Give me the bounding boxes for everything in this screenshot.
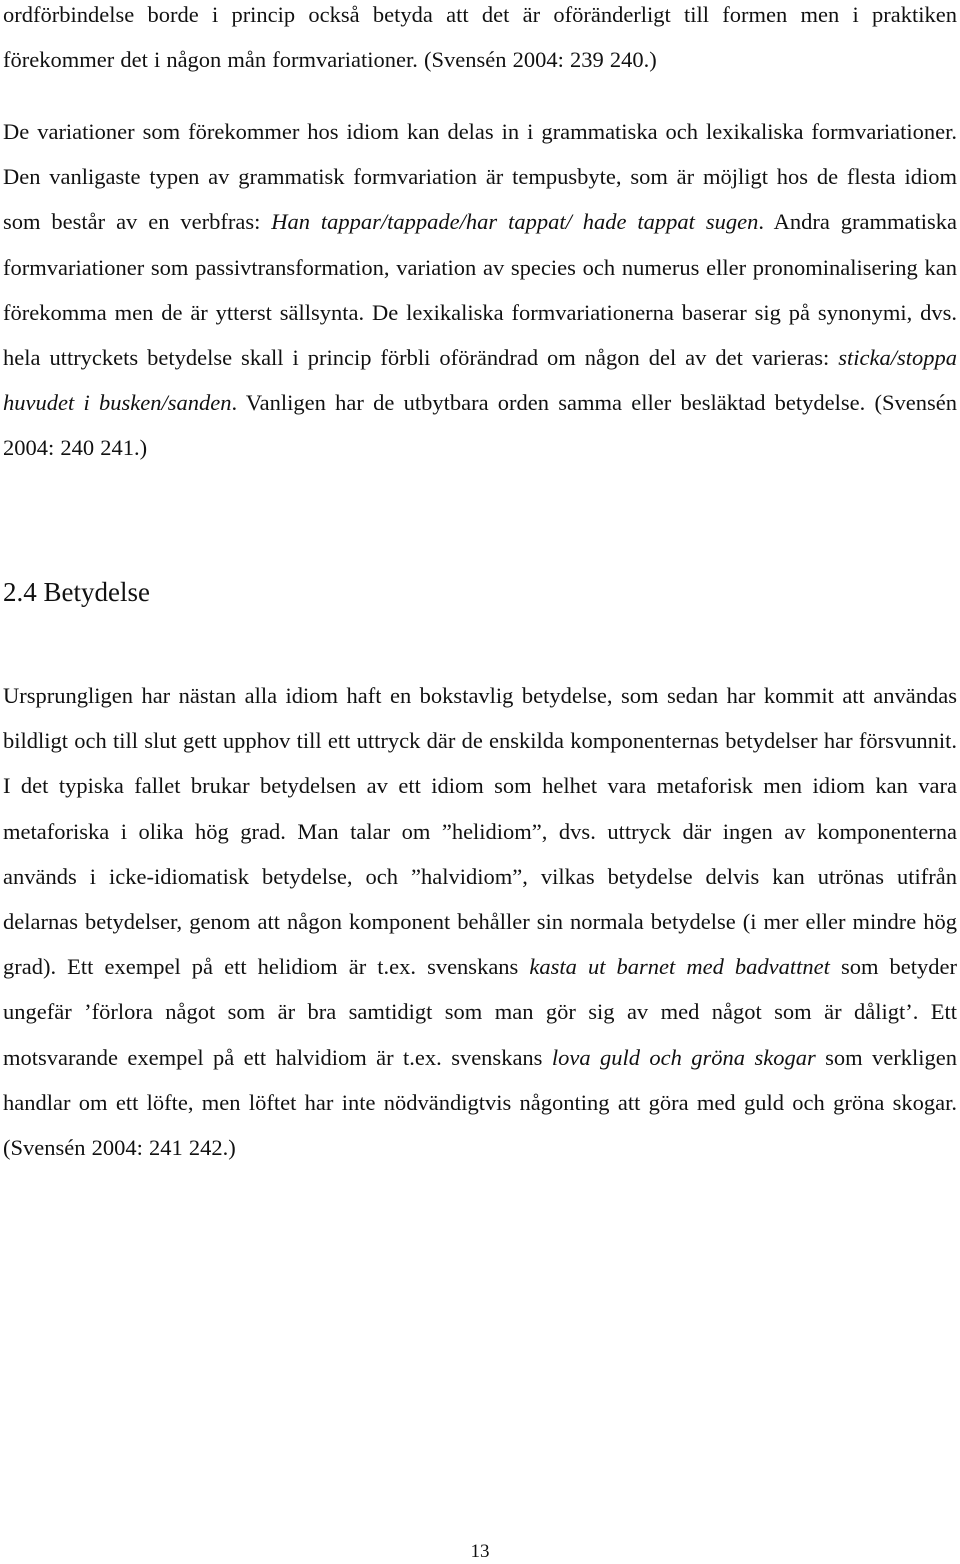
section-heading: 2.4 Betydelse: [3, 577, 150, 607]
idiom-example-sticka-huvudet: sticka/stoppa huvudet i busken/sanden: [3, 345, 957, 416]
paragraph-betydelse: [3, 673, 957, 1170]
paragraph-text: De variationer som förekommer hos idiom kan delas in i grammatiska och lexikaliska formvariationer. Den vanligaste typen av grammatisk formvariation är tempusbyte, som är möjligt hos de flesta idiom som består av en verbfras:: [3, 119, 957, 235]
paragraph-text: ordförbindelse borde i princip också betyda att det är oföränderligt till formen men i praktiken förekommer det i någon mån formvariationer. (Svensén 2004: 239 240.): [3, 2, 957, 73]
paragraph-text: som verkligen handlar om ett löfte, men löftet har inte nödvändigtvis någonting att göra med guld och gröna skogar. (Svensén 2004: 241 242.): [3, 1044, 957, 1161]
paragraph-formvariation-intro: [3, 0, 957, 82]
page-number: 13: [470, 1541, 490, 1562]
idiom-example-kasta-ut-barnet: kasta ut barnet med badvattnet: [529, 954, 830, 980]
idiom-example-tappa-sugen: Han tappar/tappade/har tappat/ hade tappat sugen: [271, 209, 759, 235]
paragraph-formvariations: [3, 109, 957, 471]
paragraph-text: som betyder ungefär ’förlora något som är bra samtidigt som man gör sig av med något som är dåligt’. Ett motsvarande exempel på ett halvidiom är t.ex. svenskans: [3, 954, 958, 1070]
idiom-example-lova-guld: lova guld och gröna skogar: [551, 1044, 816, 1070]
paragraph-text: . Vanligen har de utbytbara orden samma eller besläktad betydelse. (Svensén 2004: 240 241.): [3, 390, 958, 461]
paragraph-text: Ursprungligen har nästan alla idiom haft en bokstavlig betydelse, som sedan har kommit att användas bildligt och till slut gett upphov till ett uttryck där de enskilda komponenternas betydelser har försvunnit. I det typiska fallet brukar betydelsen av ett idiom som helhet vara metaforisk men idiom kan vara metaforiska i olika hög grad. Man talar om ”helidiom”, dvs. uttryck där ingen av komponenterna används i icke-idiomatisk betydelse, och ”halvidiom”, vilkas betydelse delvis kan utrönas utifrån delarnas betydelser, genom att någon komponent behåller sin normala betydelse (i mer eller mindre hög grad). Ett exempel på ett helidiom är t.ex. svenskans: [3, 683, 957, 980]
paragraph-text: . Andra grammatiska formvariationer som passivtransformation, variation av species och numerus eller pronominalisering kan förekomma men de är ytterst sällsynta. De lexikaliska formvariationerna baserar sig på synonymi, dvs. hela uttryckets betydelse skall i princip förbli oförändrad om någon del av det varieras:: [3, 209, 957, 371]
